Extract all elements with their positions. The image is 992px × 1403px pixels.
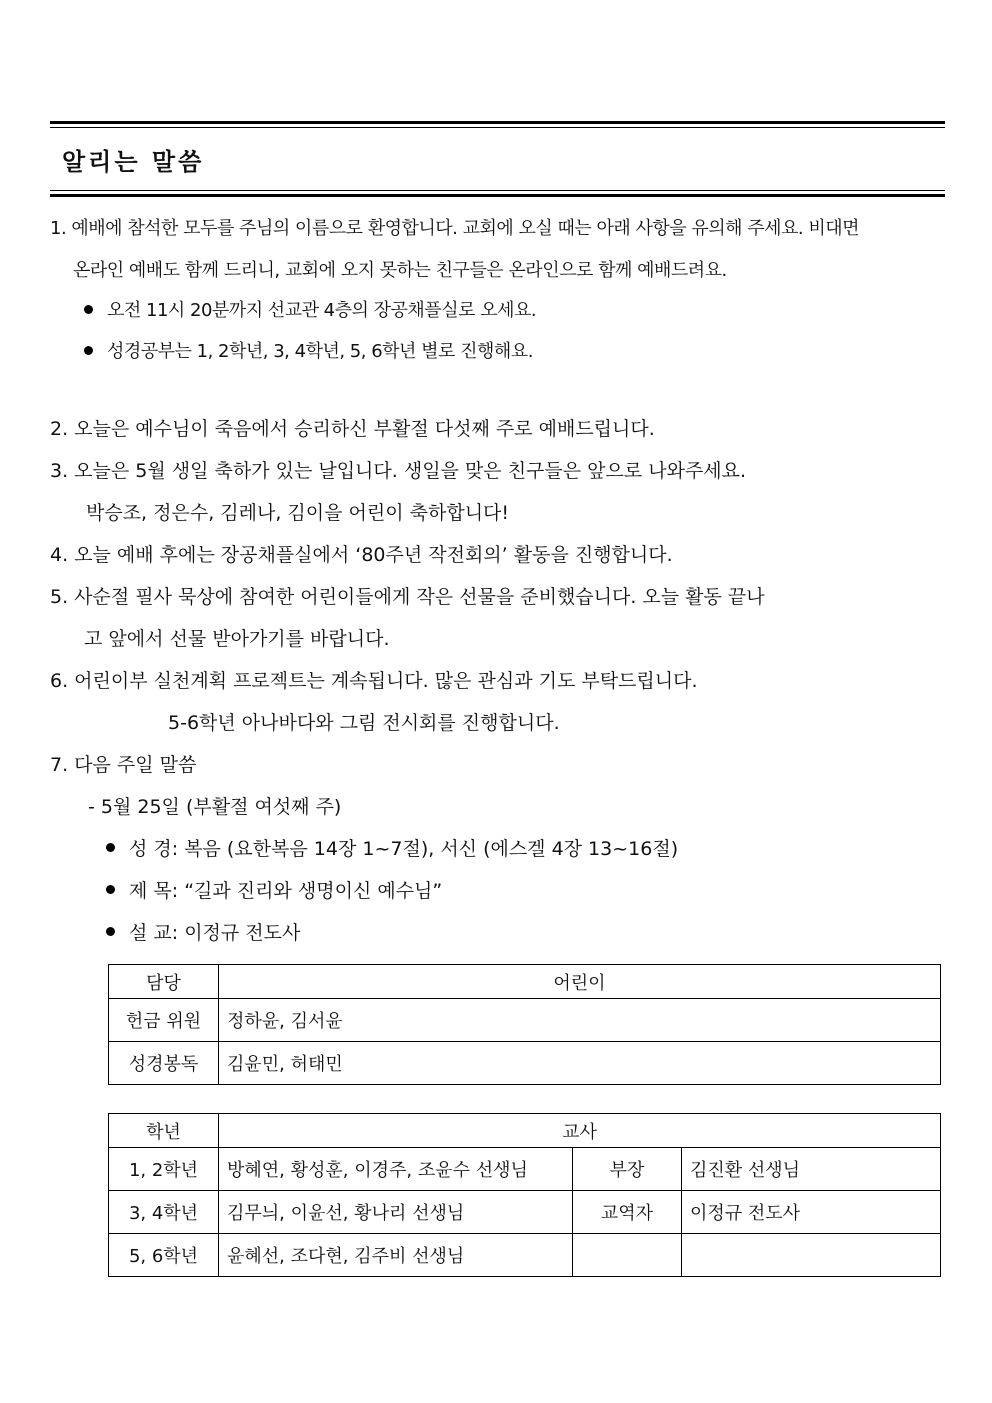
children-duty-table <box>108 964 941 1085</box>
grade-cell: 5, 6학년 <box>109 1234 219 1277</box>
top-rule-thin <box>50 127 945 128</box>
role-cell: 교역자 <box>573 1191 682 1234</box>
bottom-rule-thin <box>50 190 945 191</box>
notice-6-line-2: 5-6학년 아나바다와 그림 전시회를 진행합니다. <box>168 712 560 734</box>
teachers-cell: 김무늬, 이윤선, 황나리 선생님 <box>219 1191 573 1234</box>
notice-5-line-2: 고 앞에서 선물 받아가기를 바랍니다. <box>84 628 390 650</box>
notice-6-line-1: 6. 어린이부 실천계획 프로젝트는 계속됩니다. 많은 관심과 기도 부탁드립니다. <box>50 670 698 692</box>
bullet-text: 오전 11시 20분까지 선교관 4층의 장공채플실로 오세요. <box>107 300 537 321</box>
notice-1-bullet-1 <box>84 296 536 322</box>
notice-1-line-1: 1. 예배에 참석한 모두를 주님의 이름으로 환영합니다. 교회에 오실 때는 아래 사항을 유의해 주세요. 비대면 <box>50 218 860 239</box>
table-row <box>109 1191 941 1234</box>
notice-1-bullet-2 <box>84 337 533 363</box>
table-row <box>109 1042 941 1085</box>
role-cell <box>573 1234 682 1277</box>
role-person-cell <box>682 1234 941 1277</box>
bullet-icon <box>106 843 115 852</box>
teacher-table <box>108 1113 941 1277</box>
role-person-cell: 김진환 선생님 <box>682 1148 941 1191</box>
table-header-row <box>109 1114 941 1148</box>
page-title: 알리는 말씀 <box>62 148 205 176</box>
header-cell-grade: 학년 <box>109 1114 219 1148</box>
grade-cell: 3, 4학년 <box>109 1191 219 1234</box>
notice-3-line-2: 박승조, 정은수, 김레나, 김이을 어린이 축하합니다! <box>86 502 510 524</box>
notice-7-bullet-preacher <box>106 918 300 945</box>
table-header-row <box>109 965 941 999</box>
notice-5-line-1: 5. 사순절 필사 묵상에 참여한 어린이들에게 작은 선물을 준비했습니다. 오늘 활동 끝나 <box>50 586 765 608</box>
top-rule-thick <box>50 121 945 124</box>
teachers-cell: 윤혜선, 조다현, 김주비 선생님 <box>219 1234 573 1277</box>
teachers-cell: 방혜연, 황성훈, 이경주, 조윤수 선생님 <box>219 1148 573 1191</box>
names-cell: 김윤민, 허태민 <box>219 1042 941 1085</box>
header-cell-duty: 담당 <box>109 965 219 999</box>
bullet-text: 성 경: 복음 (요한복음 14장 1~7절), 서신 (에스겔 4장 13~16절) <box>129 838 679 860</box>
duty-cell: 성경봉독 <box>109 1042 219 1085</box>
notice-7-bullet-scripture <box>106 834 678 861</box>
bullet-icon <box>84 346 93 355</box>
bullet-icon <box>106 927 115 936</box>
bullet-text: 제 목: “길과 진리와 생명이신 예수님” <box>129 880 443 902</box>
table-row <box>109 1148 941 1191</box>
bullet-text: 설 교: 이정규 전도사 <box>129 922 301 944</box>
grade-cell: 1, 2학년 <box>109 1148 219 1191</box>
bullet-icon <box>106 885 115 894</box>
header-cell-teachers: 교사 <box>219 1114 941 1148</box>
notice-7-heading: 7. 다음 주일 말씀 <box>50 754 197 776</box>
duty-cell: 헌금 위원 <box>109 999 219 1042</box>
names-cell: 정하윤, 김서윤 <box>219 999 941 1042</box>
header-cell-children: 어린이 <box>219 965 941 999</box>
notice-3-line-1: 3. 오늘은 5월 생일 축하가 있는 날입니다. 생일을 맞은 친구들은 앞으로 나와주세요. <box>50 460 747 482</box>
notice-7-bullet-title <box>106 876 442 903</box>
notice-4: 4. 오늘 예배 후에는 장공채플실에서 ‘80주년 작전회의’ 활동을 진행합니다. <box>50 544 673 566</box>
role-cell: 부장 <box>573 1148 682 1191</box>
role-person-cell: 이정규 전도사 <box>682 1191 941 1234</box>
bullet-text: 성경공부는 1, 2학년, 3, 4학년, 5, 6학년 별로 진행해요. <box>107 341 533 362</box>
notice-1-line-2: 온라인 예배도 함께 드리니, 교회에 오지 못하는 친구들은 온라인으로 함께 예배드려요. <box>73 260 727 281</box>
table-row <box>109 1234 941 1277</box>
table-row <box>109 999 941 1042</box>
notice-7-date: - 5월 25일 (부활절 여섯째 주) <box>88 796 342 818</box>
notice-2: 2. 오늘은 예수님이 죽음에서 승리하신 부활절 다섯째 주로 예배드립니다. <box>50 418 655 440</box>
bullet-icon <box>84 305 93 314</box>
bottom-rule-thick <box>50 194 945 197</box>
